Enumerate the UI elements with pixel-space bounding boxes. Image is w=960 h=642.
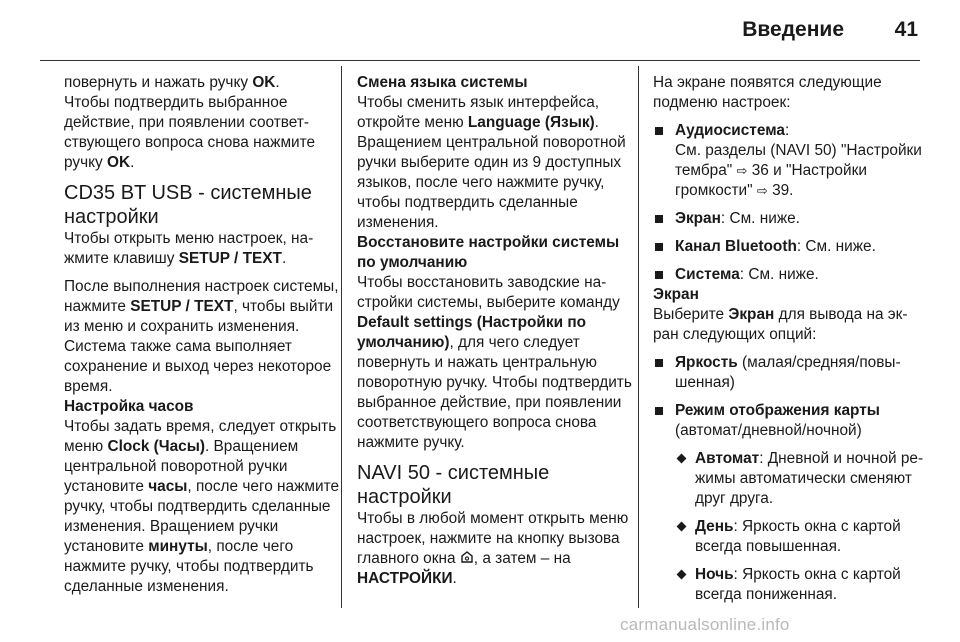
arrow-ref-icon: ⇨ bbox=[756, 183, 768, 198]
column-2 bbox=[357, 73, 633, 597]
subheading-language: Смена языка системы bbox=[357, 74, 528, 91]
column-1 bbox=[64, 73, 340, 605]
paragraph: Чтобы подтвердить выбранное действие, при появлении соответствующего вопроса снова нажмите ручку OK. bbox=[64, 94, 316, 171]
subheading-screen: Экран bbox=[653, 286, 699, 303]
list-item: Экран: См. ниже. bbox=[653, 209, 925, 229]
paragraph: Выберите Экран для вывода на экран следующих опций: bbox=[653, 306, 908, 343]
list-item: Канал Bluetooth: См. ниже. bbox=[653, 237, 925, 257]
sub-list-item: Ночь: Яркость окна с картой всегда пониженная. bbox=[653, 565, 925, 605]
paragraph: Чтобы сменить язык интерфейса, откройте меню Language (Язык). Вращением центральной поворотной ручки выберите один из 9 доступных языков, после чего нажмите ручку, чтобы подтвердить сделанные изменения. bbox=[357, 94, 626, 231]
paragraph: Чтобы восстановить заводские настройки системы, выберите команду Default settings (Настройки по умолчанию), для чего следует повернуть и нажать центральную поворотную ручку. Чтобы подтвердить выбранное действие, при появлении соответствующего вопроса снова нажмите ручку. bbox=[357, 274, 632, 451]
header-divider bbox=[40, 60, 920, 61]
paragraph: Чтобы в любой момент открыть меню настроек, нажмите на кнопку вызова главного окна , а затем – на НАСТРОЙКИ. bbox=[357, 510, 629, 587]
list-item: Яркость (малая/средняя/повышенная) bbox=[653, 353, 925, 393]
heading-navi50-settings: NAVI 50 - системные настройки bbox=[357, 462, 550, 508]
list-item: Режим отображения карты (автомат/дневной/ночной) bbox=[653, 401, 925, 441]
list-item: Система: См. ниже. bbox=[653, 265, 925, 285]
list-item: Аудиосистема: См. разделы (NAVI 50) "Настройки тембра" ⇨ 36 и "Настройки громкости" ⇨ 39. bbox=[653, 121, 925, 201]
paragraph: Чтобы открыть меню настроек, нажмите клавишу SETUP / TEXT. bbox=[64, 230, 314, 267]
paragraph: Чтобы задать время, следует открыть меню Clock (Часы). Вращением центральной поворотной ручки установите часы, после чего нажмите ручку, чтобы подтвердить сделанные изменения. Вращением ручки установите минуты, после чего нажмите ручку, чтобы подтвердить сделанные изменения. bbox=[64, 418, 340, 595]
subheading-clock: Настройка часов bbox=[64, 398, 194, 415]
section-title: Введение bbox=[742, 18, 844, 41]
subheading-reset: Восстановите настройки системы по умолчанию bbox=[357, 234, 620, 271]
page-header bbox=[0, 0, 960, 62]
column-divider-2 bbox=[638, 66, 639, 608]
arrow-ref-icon: ⇨ bbox=[736, 163, 748, 178]
column-3 bbox=[653, 73, 925, 613]
watermark: carmanualsonline.info bbox=[620, 615, 790, 634]
paragraph: На экране появятся следующие подменю настроек: bbox=[653, 74, 882, 111]
paragraph: После выполнения настроек системы, нажмите SETUP / TEXT, чтобы выйти из меню и сохранить изменения. Система также сама выполняет сохранение и выход через некоторое время. bbox=[64, 278, 339, 395]
column-divider-1 bbox=[341, 66, 342, 608]
heading-cd35-settings: CD35 BT USB - системные настройки bbox=[64, 182, 312, 228]
home-nav-icon bbox=[460, 550, 474, 564]
sub-list-item: Автомат: Дневной и ночной режимы автоматически сменяют друг друга. bbox=[653, 449, 925, 509]
paragraph: повернуть и нажать ручку OK. bbox=[64, 74, 280, 91]
sub-list-item: День: Яркость окна с картой всегда повышенная. bbox=[653, 517, 925, 557]
page-number: 41 bbox=[894, 18, 918, 41]
